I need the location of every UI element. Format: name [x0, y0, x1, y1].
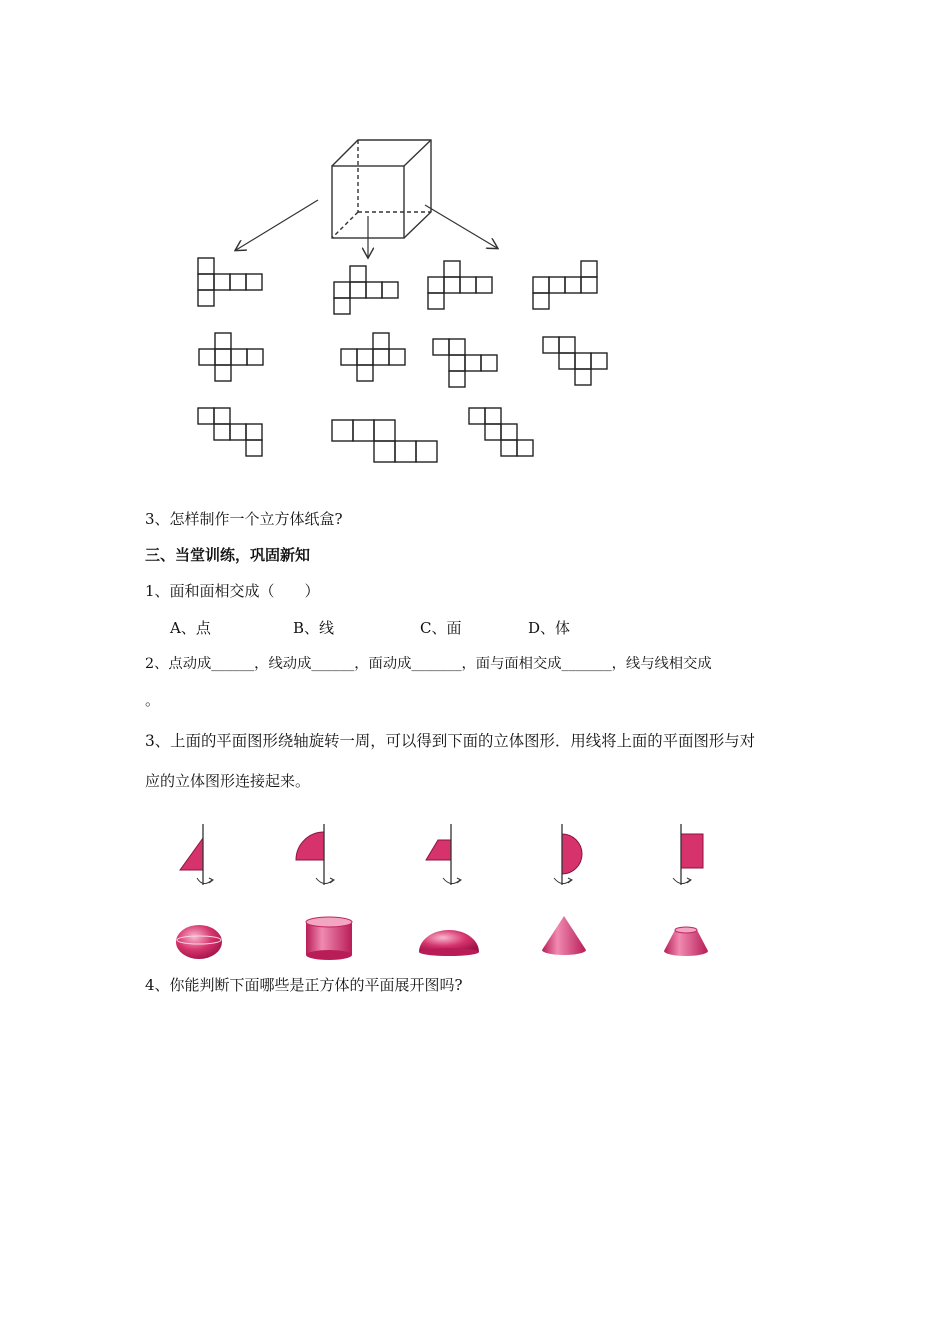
net-square: [575, 369, 591, 385]
question-fill-blanks-line2: 。: [145, 691, 161, 709]
net-square: [215, 365, 231, 381]
net-square: [246, 274, 262, 290]
net-square: [389, 349, 405, 365]
net-square: [559, 337, 575, 353]
net-square: [517, 440, 533, 456]
cube-net-7: [433, 339, 497, 387]
cube-nets: [198, 258, 607, 462]
net-square: [565, 277, 581, 293]
net-square: [334, 282, 350, 298]
net-square: [591, 353, 607, 369]
net-square: [581, 261, 597, 277]
net-square: [341, 349, 357, 365]
net-square: [214, 424, 230, 440]
option-b[interactable]: B、线: [293, 619, 335, 637]
flat-shape-right-trapezoid[interactable]: [426, 824, 461, 885]
question-fill-blanks-line1: 2、点动成______，线动成______，面动成_______，面与面相交成_______，线与线相交成: [145, 656, 712, 672]
net-square: [357, 349, 373, 365]
cube-net-8: [543, 337, 607, 385]
net-square: [198, 408, 214, 424]
net-square: [449, 355, 465, 371]
cube-net-9: [198, 408, 262, 456]
net-square: [332, 420, 353, 441]
net-square: [230, 424, 246, 440]
net-square: [215, 333, 231, 349]
net-square: [198, 274, 214, 290]
net-square: [469, 408, 485, 424]
solid-sphere[interactable]: [176, 925, 222, 959]
net-square: [373, 349, 389, 365]
question-rotation-line1: 3、上面的平面图形绕轴旋转一周，可以得到下面的立体图形．用线将上面的平面图形与对: [145, 732, 756, 750]
flat-shape-semicircle[interactable]: [554, 824, 582, 885]
net-square: [476, 277, 492, 293]
net-square: [373, 333, 389, 349]
net-square: [350, 266, 366, 282]
flat-shape-quarter-circle[interactable]: [296, 824, 334, 885]
net-square: [581, 277, 597, 293]
question-rotation-line2: 应的立体图形连接起来。: [145, 772, 311, 790]
net-square: [533, 293, 549, 309]
net-square: [433, 339, 449, 355]
net-square: [198, 258, 214, 274]
net-square: [247, 349, 263, 365]
question-cube-nets-judge: 4、你能判断下面哪些是正方体的平面展开图吗?: [145, 976, 463, 994]
cube-net-2: [334, 266, 398, 314]
net-square: [449, 371, 465, 387]
net-square: [449, 339, 465, 355]
cube-net-5: [199, 333, 263, 381]
arrow-right: [425, 205, 497, 248]
flat-shape-right-triangle[interactable]: [180, 824, 213, 885]
net-square: [485, 408, 501, 424]
net-square: [428, 277, 444, 293]
net-square: [543, 337, 559, 353]
net-square: [549, 277, 565, 293]
solid-cone[interactable]: [542, 916, 586, 955]
net-square: [501, 424, 517, 440]
net-square: [485, 424, 501, 440]
net-square: [199, 349, 215, 365]
net-square: [246, 424, 262, 440]
net-square: [198, 290, 214, 306]
net-square: [428, 293, 444, 309]
cube-icon: [332, 140, 431, 238]
net-square: [460, 277, 476, 293]
cube-net-11: [469, 408, 533, 456]
solid-hemisphere[interactable]: [419, 930, 479, 956]
question-face-intersection: 1、面和面相交成（ ）: [145, 582, 320, 600]
cube-nets-figure: [0, 0, 950, 480]
net-square: [465, 355, 481, 371]
net-square: [366, 282, 382, 298]
net-square: [374, 420, 395, 441]
net-square: [575, 353, 591, 369]
net-square: [214, 274, 230, 290]
net-square: [246, 440, 262, 456]
net-square: [533, 277, 549, 293]
net-square: [444, 261, 460, 277]
net-square: [230, 274, 246, 290]
net-square: [395, 441, 416, 462]
arrow-left: [236, 200, 318, 250]
net-square: [444, 277, 460, 293]
net-square: [357, 365, 373, 381]
option-d[interactable]: D、体: [528, 619, 571, 637]
option-c[interactable]: C、面: [420, 619, 462, 637]
arrows: [236, 200, 497, 257]
solid-cylinder[interactable]: [306, 917, 352, 960]
net-square: [350, 282, 366, 298]
cube-net-6: [341, 333, 405, 381]
net-square: [353, 420, 374, 441]
cube-net-4: [533, 261, 597, 309]
cube-net-10: [332, 420, 437, 462]
section-title-practice: 三、当堂训练，巩固新知: [145, 546, 311, 564]
net-square: [416, 441, 437, 462]
net-square: [374, 441, 395, 462]
net-square: [481, 355, 497, 371]
net-square: [231, 349, 247, 365]
flat-shape-rectangle[interactable]: [673, 824, 703, 885]
net-square: [215, 349, 231, 365]
net-square: [334, 298, 350, 314]
option-a[interactable]: A、点: [170, 619, 211, 637]
solid-frustum[interactable]: [664, 927, 708, 956]
net-square: [382, 282, 398, 298]
cube-net-1: [198, 258, 262, 306]
net-square: [214, 408, 230, 424]
cube-net-3: [428, 261, 492, 309]
net-square: [501, 440, 517, 456]
question-cube-box: 3、怎样制作一个立方体纸盒?: [145, 510, 343, 528]
net-square: [559, 353, 575, 369]
